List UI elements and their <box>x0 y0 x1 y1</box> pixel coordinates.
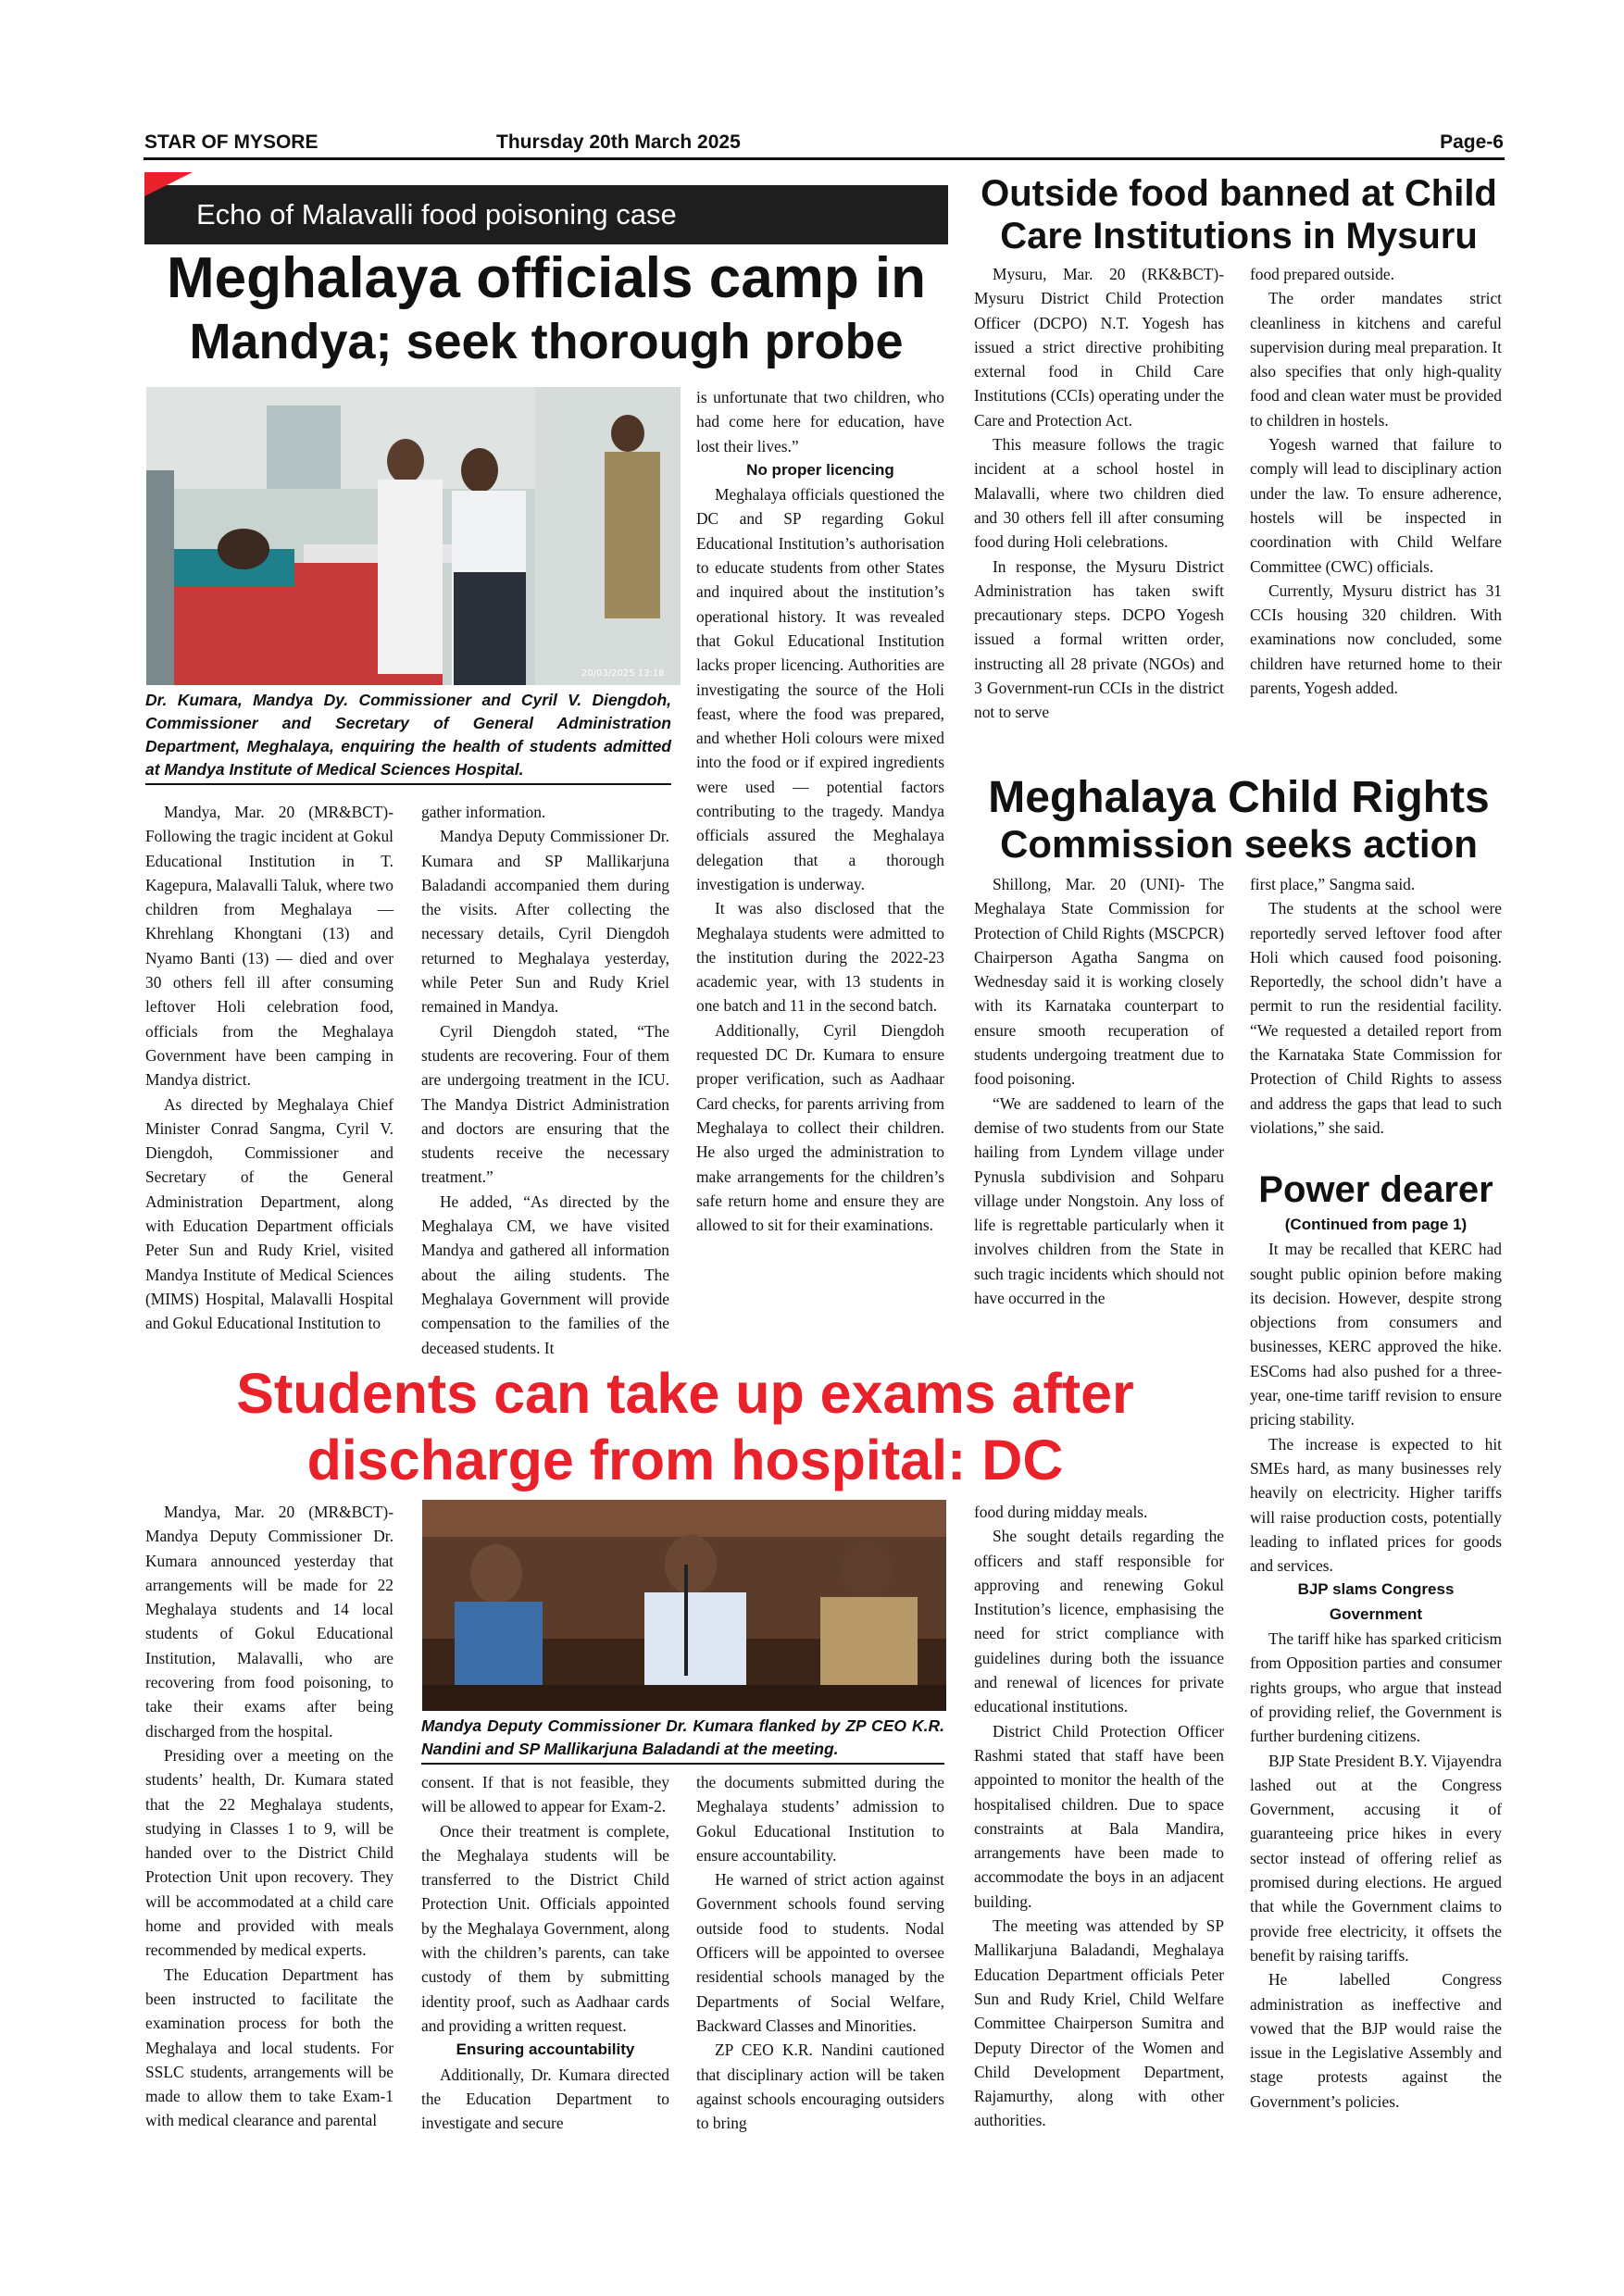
story5-headline-line1: Students can take up exams after <box>236 1362 1134 1425</box>
paragraph: food prepared outside. <box>1250 265 1394 283</box>
meeting-illustration <box>422 1500 946 1711</box>
paragraph: Cyril Diengdoh stated, “The students are recovering. Four of them are undergoing treatment in the ICU. The Mandya District Administration and doctors are ensuring that the students receive the necessary treatment.” <box>421 1021 669 1187</box>
paragraph: District Child Protection Officer Rashmi stated that staff have been appointed to monitor the health of the hospitalised children. Due to space constraints at Bala Mandira, arrangements have been made to accommodate the boys in an adjacent building. <box>974 1721 1224 1911</box>
paragraph: This measure follows the tragic incident at a school hostel in Malavalli, where two children died and 30 others fell ill after consuming food during Holi celebrations. <box>974 435 1224 552</box>
subheading-bjp-slams: BJP slams Congress Government <box>1297 1580 1455 1623</box>
paragraph: Meghalaya officials questioned the DC and SP regarding Gokul Educational Institution’s authorisation to educate students from other States and inquired about the institution’s operational history. It was revealed that Gokul Educational Institution lacks proper licencing. Authorities are investigating the source of the Holi feast, where the food was prepared, and whether Holi colours were mixed into the food or if expired ingredients were used — potential factors contributing to the tragedy. Mandya officials assured the Meghalaya delegation that a thorough investigation is underway. <box>696 485 944 893</box>
paragraph: Additionally, Dr. Kumara directed the Education Department to investigate and secure <box>421 2065 669 2133</box>
story1-kicker: Echo of Malavalli food poisoning case <box>144 185 948 244</box>
story4-column <box>1250 1213 1502 2114</box>
paragraph: Mysuru, Mar. 20 (RK&BCT)- Mysuru District Child Protection Officer (DCPO) N.T. Yogesh has issued a strict directive prohibiting external food in Child Care Institutions (CCIs) operating under the Care and Protection Act. <box>974 265 1224 430</box>
story5-headline-line2: discharge from hospital: DC <box>306 1429 1064 1491</box>
paragraph: He labelled Congress administration as ineffective and vowed that the BJP would raise the issue in the Legislative Assembly and stage protests against the Government’s policies. <box>1250 1970 1502 2111</box>
paragraph: Mandya, Mar. 20 (MR&BCT)- Following the tragic incident at Gokul Educational Institution in T. Kagepura, Malavalli Taluk, where two children from Meghalaya — Khrehlang Khongtani (13) and Nyamo Banti (13) — died and over 30 others fell ill after consuming leftover Holi celebration food, officials from the Meghalaya Government have been camping in Mandya district. <box>145 803 394 1090</box>
story2-column-2 <box>1250 262 1502 700</box>
story3-column-1 <box>974 872 1224 1310</box>
story5-column-1 <box>145 1500 394 2133</box>
continued-label: (Continued from page 1) <box>1284 1216 1468 1233</box>
paragraph: the documents submitted during the Meghalaya students’ admission to Gokul Educational Institution to ensure accountability. <box>696 1773 944 1865</box>
story5-column-4 <box>974 1500 1224 2133</box>
paragraph: It may be recalled that KERC had sought public opinion before making its decision. However, despite strong objections from consumers and businesses, KERC approved the hike. ESComs had also pushed for a three-year, one-time tariff revision to ensure pricing stability. <box>1250 1240 1502 1429</box>
page-number: Page-6 <box>1440 131 1504 153</box>
paragraph: Mandya, Mar. 20 (MR&BCT)- Mandya Deputy Commissioner Dr. Kumara announced yesterday that arrangements will be made for 22 Meghalaya students and 14 local students of Gokul Educational Institution, Malavalli, who are recovering from food poisoning, to take their exams after being discharged from the hospital. <box>145 1503 394 1741</box>
paragraph: consent. If that is not feasible, they will be allowed to appear for Exam-2. <box>421 1773 669 1816</box>
paragraph: Additionally, Cyril Diengdoh requested DC Dr. Kumara to ensure proper verification, such as Aadhaar Card checks, for parents arriving from Meghalaya to collect their children. He also urged the administration to make arrangements for the children’s safe return home and ensure they are allowed to sit for their examinations. <box>696 1020 944 1235</box>
paragraph: Yogesh warned that failure to comply will lead to disciplinary action under the law. To ensure adherence, hostels will be inspected in coordination with Child Welfare Committee (CWC) officials. <box>1250 435 1502 576</box>
masthead: STAR OF MYSORE <box>144 131 319 153</box>
story2-headline-line2: Care Institutions in Mysuru <box>1000 216 1478 256</box>
story1-column-1 <box>145 800 394 1336</box>
story5-caption: Mandya Deputy Commissioner Dr. Kumara flanked by ZP CEO K.R. Nandini and SP Mallikarjuna Baladandi at the meeting. <box>421 1715 944 1765</box>
story5-column-2 <box>421 1770 669 2135</box>
story1-column-3 <box>696 385 944 1237</box>
photo-timestamp: 20/03/2025 13:18 <box>581 668 665 679</box>
paragraph: BJP State President B.Y. Vijayendra lashed out at the Congress Government, accusing it of guaranteeing price hikes in every sector instead of offering relief as promised during elections. He argued that while the Government claims to provide free electricity, it offsets the benefit by raising tariffs. <box>1250 1751 1502 1965</box>
paragraph: ZP CEO K.R. Nandini cautioned that disciplinary action will be taken against schools encouraging outsiders to bring <box>696 2040 944 2133</box>
story3-column-2 <box>1250 872 1502 1140</box>
paragraph: She sought details regarding the officers and staff responsible for approving and renewing Gokul Institution’s licence, emphasising the need for strict compliance with guidelines during both the issuance and renewal of licences for private educational institutions. <box>974 1527 1224 1716</box>
paragraph: is unfortunate that two children, who had come here for education, have lost their lives.” <box>696 388 944 455</box>
paragraph: In response, the Mysuru District Administration has taken swift precautionary steps. DCPO Yogesh issued a formal written order, instructing all 28 private (NGOs) and 3 Government-run CCIs in the district not to serve <box>974 556 1224 722</box>
paragraph: Mandya Deputy Commissioner Dr. Kumara and SP Mallikarjuna Baladandi accompanied them during the visits. After collecting the necessary details, Cyril Diengdoh returned to Meghalaya yesterday, while Peter Sun and Rudy Kriel remained in Mandya. <box>421 827 669 1017</box>
issue-date: Thursday 20th March 2025 <box>496 131 741 153</box>
paragraph: “We are saddened to learn of the demise of two students from our State hailing from Lyndem village under Pynusla subdivision and Sohparu village under Nongstoin. Any loss of life is regrettable particularly when it involves children from the State in such tragic incidents which should not have occurred in the <box>974 1093 1224 1308</box>
paragraph: gather information. <box>421 803 546 821</box>
hospital-ward-illustration <box>146 387 681 685</box>
paragraph: The order mandates strict cleanliness in kitchens and careful supervision during meal preparation. It also specifies that only high-quality food and clean water must be provided to children in hostels. <box>1250 289 1502 430</box>
paragraph: food during midday meals. <box>974 1503 1148 1521</box>
paragraph: The students at the school were reportedly served leftover food after Holi which caused food poisoning. Reportedly, the school didn’t have a permit to run the residential facility. “We requested a detailed report from the Karnataka State Commission for Protection of Child Rights to assess and address the gaps that lead to such violations,” she said. <box>1250 899 1502 1137</box>
story1-headline-line2: Mandya; seek thorough probe <box>189 314 904 369</box>
story5-meeting-photo <box>422 1500 946 1711</box>
paragraph: Shillong, Mar. 20 (UNI)- The Meghalaya State Commission for Protection of Child Rights (MSCPCR) Chairperson Agatha Sangma on Wednesday said it is working closely with its Karnataka counterpart to ensure smooth recuperation of students undergoing treatment due to food poisoning. <box>974 875 1224 1089</box>
story2-column-1 <box>974 262 1224 725</box>
paragraph: The increase is expected to hit SMEs hard, as many businesses rely heavily on electricity. Higher tariffs will raise production costs, potentially leading to inflated prices for goods and services. <box>1250 1434 1502 1576</box>
paragraph: He warned of strict action against Government schools found serving outside food to students. Nodal Officers will be appointed to oversee residential schools managed by the Departments of Social Welfare, Backward Classes and Minorities. <box>696 1870 944 2035</box>
story3-headline-line1: Meghalaya Child Rights <box>988 773 1490 822</box>
subheading-no-proper-licencing: No proper licencing <box>746 460 894 479</box>
story4-headline: Power dearer <box>1258 1169 1493 1210</box>
story1-hospital-photo <box>146 387 681 685</box>
kicker-red-triangle <box>144 172 193 196</box>
paragraph: Currently, Mysuru district has 31 CCIs housing 320 children. With examinations now concluded, some children have returned home to their parents, Yogesh added. <box>1250 580 1502 698</box>
paragraph: It was also disclosed that the Meghalaya students were admitted to the institution during the 2022-23 academic year, with 13 students in one batch and 11 in the second batch. <box>696 899 944 1016</box>
story5-column-3 <box>696 1770 944 2135</box>
story1-headline-line1: Meghalaya officials camp in <box>166 246 927 310</box>
header-rule <box>144 157 1505 160</box>
paragraph: The meeting was attended by SP Mallikarjuna Baladandi, Meghalaya Education Department officials Peter Sun and Rudy Kriel, Child Welfare Committee Chairperson Sumitra and Deputy Director of the Women and Child Development Department, Rajamurthy, along with other authorities. <box>974 1916 1224 2130</box>
story2-headline-line1: Outside food banned at Child <box>981 173 1497 214</box>
story3-headline-line2: Commission seeks action <box>1000 822 1478 866</box>
paragraph: first place,” Sangma said. <box>1250 875 1416 893</box>
story1-column-2 <box>421 800 669 1360</box>
paragraph: As directed by Meghalaya Chief Minister Conrad Sangma, Cyril V. Diengdoh, Commissioner and Secretary of the General Administration Department, along with Education Department officials Peter Sun and Rudy Kriel, visited Mandya Institute of Medical Sciences (MIMS) Hospital, Malavalli Hospital and Gokul Educational Institution to <box>145 1094 394 1333</box>
paragraph: Presiding over a meeting on the students’ health, Dr. Kumara stated that the 22 Meghalaya students, studying in Classes 1 to 9, will be handed over to the District Child Protection Unit upon recovery. They will be accommodated at a child care home and provided with meals recommended by medical experts. <box>145 1745 394 1960</box>
story1-caption: Dr. Kumara, Mandya Dy. Commissioner and Cyril V. Diengdoh, Commissioner and Secretary of General Administration Department, Meghalaya, enquiring the health of students admitted at Mandya Institute of Medical Sciences Hospital. <box>145 689 671 785</box>
subheading-ensuring-accountability: Ensuring accountability <box>456 2040 635 2059</box>
paragraph: He added, “As directed by the Meghalaya CM, we have visited Mandya and gathered all information about the ailing students. The Meghalaya Government will provide compensation to the families of the deceased students. It <box>421 1192 669 1357</box>
paragraph: The Education Department has been instructed to facilitate the examination process for both the Meghalaya and local students. For SSLC students, arrangements will be made to allow them to take Exam-1 with medical clearance and parental <box>145 1965 394 2130</box>
paragraph: The tariff hike has sparked criticism from Opposition parties and consumer rights groups, who argue that instead of providing relief, the Government is further burdening citizens. <box>1250 1629 1502 1746</box>
paragraph: Once their treatment is complete, the Meghalaya students will be transferred to the District Child Protection Unit. Officials appointed by the Meghalaya Government, along with the children’s parents, can take custody of them by submitting identity proof, such as Aadhaar cards and providing a written request. <box>421 1821 669 2035</box>
